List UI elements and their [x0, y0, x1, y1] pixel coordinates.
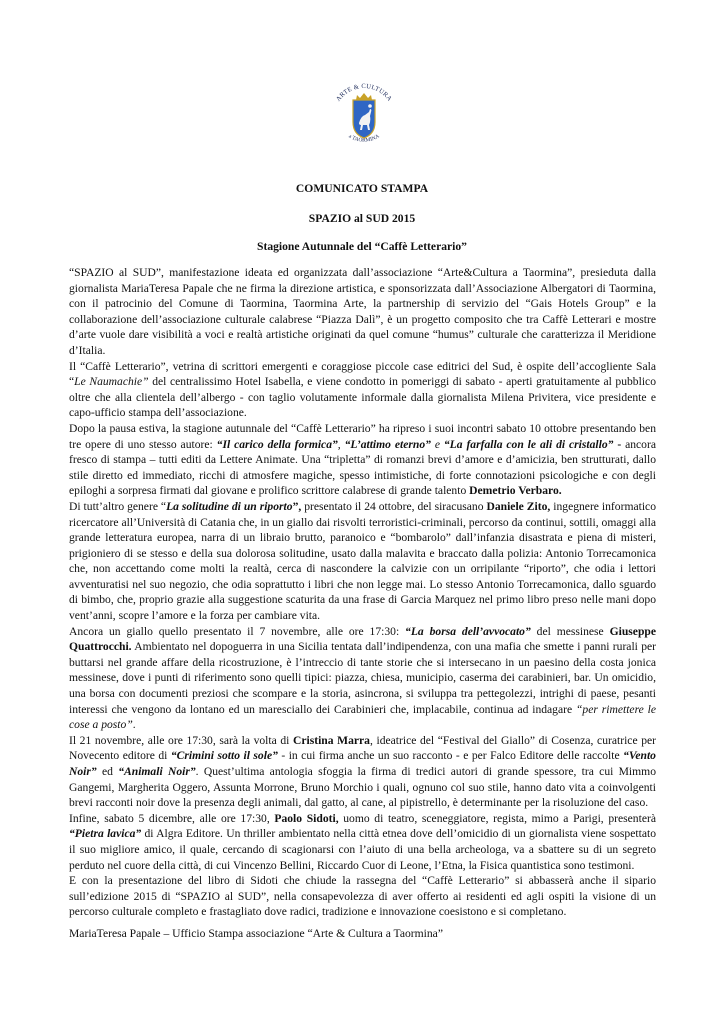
association-logo [326, 78, 402, 158]
title-comunicato: COMUNICATO STAMPA [295, 182, 429, 195]
centaur-crest-icon [326, 78, 402, 158]
svg-text:ARTE & CULTURA: ARTE & CULTURA [334, 82, 394, 103]
signature-line: MariaTeresa Papale – Ufficio Stampa associazione “Arte & Cultura a Taormina” [69, 927, 443, 940]
svg-text:a TAORMINA: a TAORMINA [347, 133, 381, 144]
paragraph: E con la presentazione del libro di Sidoti che chiude la rassegna del “Caffè Letterario” si abbasserà anche il sipario sull’edizione 2015 di “SPAZIO al SUD”, nella consapevolezza di aver offerto ai residenti ed agli ospiti la visione di un percorso culturale completo e frastagliato dove radici, tradizione e innovazione coesistono e si completano. [69, 874, 656, 919]
body-text [69, 265, 656, 920]
paragraph: “SPAZIO al SUD”, manifestazione ideata ed organizzata dall’associazione “Arte&Cultura a Taormina”, presieduta dalla giornalista MariaTeresa Papale che ne firma la direzione artistica, e sponsorizzata dall’Associazione Albergatori di Taormina, con il patrocinio del Comune di Taormina, Taormina Arte, la partnership di servizio del “Gais Hotels Group” e la collaborazione dell’associazione culturale calabrese “Piazza Dalì”, è un progetto composito che tra Caffè Letterari e mostre d’arte vuole dare visibilità a voci e realtà artistiche originati da quel comune “humus” culturale che caratterizza il Meridione d’Italia. [69, 266, 656, 357]
subtitle-event: SPAZIO al SUD 2015 [308, 212, 416, 225]
paragraph: Ancora un giallo quello presentato il 7 novembre, alle ore 17:30: “La borsa dell’avvocato” del messinese Giuseppe Quattrocchi. Ambientato nel dopoguerra in una Sicilia tentata dall’indipendenza, con una mafia che smette i panni rurali per buttarsi nel grande affare della ricostruzione, è l’intreccio di tante storie che si intersecano in un paesino della costa jonica messinese, dove i punti di riferimento sono quelli tipici: piazza, chiesa, municipio, caserma dei carabinieri, bar. Un omicidio, una borsa con documenti preziosi che scompare e la storia, asincrona, si sviluppa tra pettegolezzi, intrighi di paese, pesanti interessi che vengono da lontano ed un maresciallo dei Carabinieri che, implacabile, continua ad indagare “per rimettere le cose a posto”. [69, 624, 656, 732]
paragraph: Infine, sabato 5 dicembre, alle ore 17:30, Paolo Sidoti, uomo di teatro, sceneggiatore, regista, mimo a Parigi, presenterà “Pietra lavica” di Algra Editore. Un thriller ambientato nella città etnea dove dell’omicidio di un giornalista viene sospettato il suo migliore amico, il quale, cercando di scagionarsi con l’aiuto di una bella archeologa, va a sbattere su di un segreto perduto nel cuore della città, di cui Vincenzo Bellini, Riccardo Cuor di Leone, l’Etna, la Fisica quantistica sono testimoni. [69, 811, 656, 872]
paragraph: Di tutt’altro genere “La solitudine di un riporto”, presentato il 24 ottobre, del siracusano Daniele Zito, ingegnere informatico ricercatore all’Università di Catania che, in un giallo dai risvolti terroristici-criminali, percorso da continui, sottili, omaggi alla grande letteratura europea, narra di un libraio brutto, paranoico e “bombarolo” dall’infanzia disastrata e piena di misteri, prigioniero di se stesso e della sua dolorosa solitudine, usato dalla malavita e braccato dalla polizia: Antonio Torrecamonica che, non accettando come molti la realtà, cerca di nascondere la calvizie con un orripilante “riporto”, che odia i lettori avventuratisi nel suo negozio, che odia soprattutto i libri che non legge mai. Lo stesso Antonio Torrecamonica, dallo sguardo di bimbo, che, proprio grazie alla suggestione scaturita da una frase di Garcia Marquez nel primo libro preso nelle mani dopo vent’anni, scopre l’amore e la forza per cambiare vita. [69, 499, 656, 623]
paragraph: Il 21 novembre, alle ore 17:30, sarà la volta di Cristina Marra, ideatrice del “Festival del Giallo” di Cosenza, curatrice per Novecento editore di “Crimini sotto il sole” - in cui firma anche un suo racconto - e per Falco Editore delle raccolte “Vento Noir” ed “Animali Noir”. Quest’ultima antologia sfoggia la firma di tredici autori di grande spessore, tra cui Mimmo Gangemi, Margherita Oggero, Assunta Morrone, Bruno Morchio i quali, ognuno col suo stile, hanno dato vita a coinvolgenti brevi racconti noir dove la presenza degli animali, dal gatto, al cane, al pipistrello, è determinante per la risoluzione del caso. [69, 733, 656, 810]
subtitle-season: Stagione Autunnale del “Caffè Letterario” [257, 240, 467, 253]
paragraph: Dopo la pausa estiva, la stagione autunnale del “Caffè Letterario” ha ripreso i suoi incontri sabato 10 ottobre presentando ben tre opere di uno stesso autore: “Il carico della formica”, “L’attimo eterno” e “La farfalla con le ali di cristallo” - ancora fresco di stampa – tutti editi da Lettere Animate. Una “tripletta” di romanzi brevi d’amore e d’amicizia, ben strutturati, dallo stile diretto ed immediato, ricchi di atmosfere magiche, spesso intimistiche, di forte connotazioni psicologiche e con degli epiloghi a sorpresa firmati dal giovane e prolifico scrittore calabrese di grande talento Demetrio Verbaro. [69, 421, 656, 498]
paragraph: Il “Caffè Letterario”, vetrina di scrittori emergenti e coraggiose piccole case editrici del Sud, è ospite dell’accogliente Sala “Le Naumachie” del centralissimo Hotel Isabella, e viene condotto in pomeriggi di sabato - aperti gratuitamente al pubblico oltre che alla clientela dell’albergo - con taglio volutamente informale dalla giornalista Milena Privitera, vice presidente e capo-ufficio stampa dell’associazione. [69, 359, 656, 420]
